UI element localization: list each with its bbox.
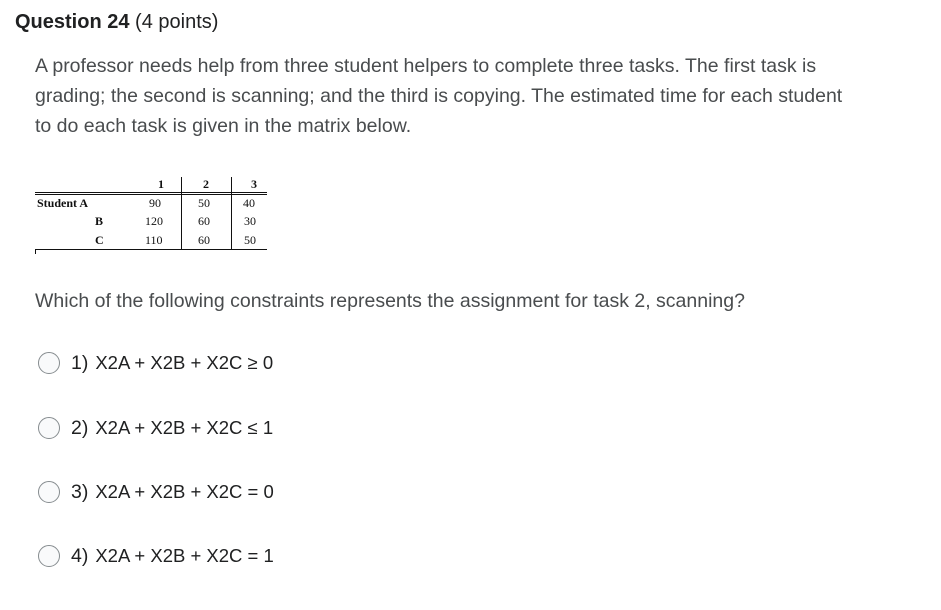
matrix-col-header-2: 2 bbox=[203, 177, 209, 191]
matrix-cell-b-2: 60 bbox=[198, 214, 210, 228]
matrix-left-tick bbox=[35, 249, 36, 254]
matrix-cell-b-1: 120 bbox=[145, 214, 163, 228]
radio-button-1[interactable] bbox=[38, 352, 60, 374]
option-text-3: X2A + X2B + X2C = 0 bbox=[95, 481, 274, 502]
radio-button-3[interactable] bbox=[38, 481, 60, 503]
matrix-bottom-rule bbox=[35, 249, 267, 250]
option-text-1: X2A + X2B + X2C ≥ 0 bbox=[95, 352, 274, 373]
matrix-cell-c-1: 110 bbox=[145, 233, 163, 247]
answer-option-4[interactable] bbox=[38, 541, 274, 571]
matrix-row-label-a: Student A bbox=[37, 196, 89, 210]
question-title: Question 24 bbox=[15, 11, 130, 33]
matrix-cell-b-3: 30 bbox=[244, 214, 256, 228]
option-number-1: 1) bbox=[71, 351, 89, 374]
question-text: A professor needs help from three student helpers to complete three tasks. The first task is grading; the second is scanning; and the third is copying. The estimated time for each student to do each task is given in the matrix below. bbox=[35, 55, 843, 137]
matrix-col-divider-1 bbox=[181, 177, 182, 250]
option-text-2: X2A + X2B + X2C ≤ 1 bbox=[95, 417, 274, 438]
matrix-cell-c-3: 50 bbox=[244, 233, 256, 247]
answer-option-3[interactable] bbox=[38, 477, 274, 507]
option-number-2: 2) bbox=[71, 416, 89, 439]
matrix-col-header-1: 1 bbox=[158, 177, 164, 191]
question-prompt: Which of the following constraints represents the assignment for task 2, scanning? bbox=[35, 290, 745, 312]
matrix-cell-a-1: 90 bbox=[149, 196, 161, 210]
matrix-cell-c-2: 60 bbox=[198, 233, 210, 247]
time-matrix bbox=[35, 175, 267, 255]
question-points: (4 points) bbox=[135, 11, 219, 33]
matrix-col-divider-2 bbox=[231, 177, 232, 250]
matrix-col-header-3: 3 bbox=[251, 177, 257, 191]
matrix-header-rule bbox=[35, 194, 267, 195]
radio-button-4[interactable] bbox=[38, 545, 60, 567]
answer-option-2[interactable] bbox=[38, 413, 273, 443]
option-text-4: X2A + X2B + X2C = 1 bbox=[95, 545, 274, 566]
question-header bbox=[15, 8, 218, 36]
matrix-row-label-c: C bbox=[95, 233, 104, 247]
matrix-row-label-b: B bbox=[95, 214, 104, 228]
matrix-cell-a-2: 50 bbox=[198, 196, 210, 210]
radio-button-2[interactable] bbox=[38, 417, 60, 439]
option-number-4: 4) bbox=[71, 544, 89, 567]
option-number-3: 3) bbox=[71, 480, 89, 503]
answer-option-1[interactable] bbox=[38, 348, 273, 378]
matrix-top-rule bbox=[35, 192, 267, 193]
matrix-cell-a-3: 40 bbox=[243, 196, 255, 210]
